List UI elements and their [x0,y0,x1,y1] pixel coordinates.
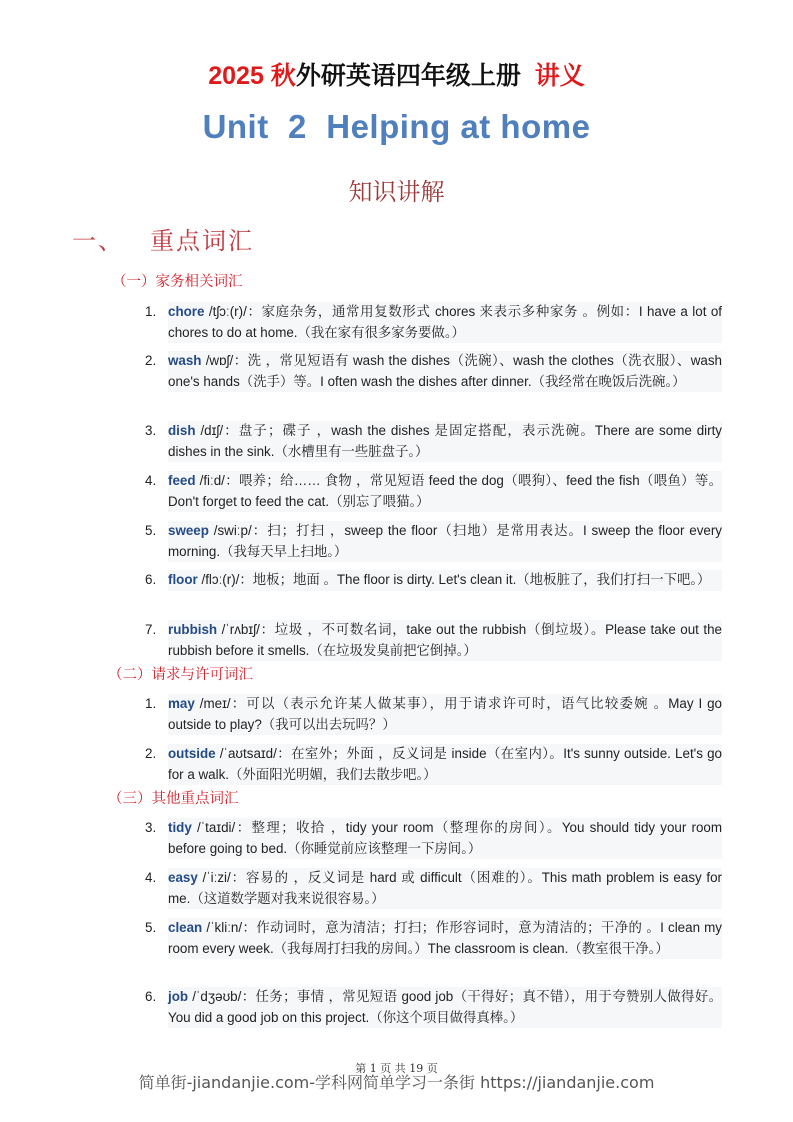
item-number: 6. [145,989,157,1004]
vocab-word: easy [168,870,198,885]
vocab-word: may [168,696,195,711]
vocab-text: 整理；收拾 ，tidy your room（整理你的房间）。You should tidy your room before going to bed.（你睡觉前应该整理一下房间。） [168,820,723,856]
item-number: 6. [145,572,157,587]
vocab-text: 可以（表示允许某人做某事），用于请求许可时，语气比较委婉 。May I go outside to play?（我可以出去玩吗？） [168,696,723,732]
vocab-text: 洗 ，常见短语有 wash the dishes（洗碗）、wash the clothes（洗衣服）、wash one's hands（洗手）等。I often wash the dishes after dinner.（我经常在晚饭后洗碗。） [168,353,722,389]
vocab-text: 盘子；碟子 ，wash the dishes 是固定搭配，表示洗碗。There are some dirty dishes in the sink.（水槽里有一些脏盘子。） [168,423,722,459]
item-number: 2. [145,746,157,761]
vocab-item [145,471,722,512]
vocab-ipa: /fiːd/： [195,473,239,488]
vocab-item [145,918,722,959]
group-heading-requests: （二）请求与许可词汇 [108,667,253,683]
vocab-item [145,868,722,909]
item-number: 4. [145,473,157,488]
vocab-item [145,570,722,591]
unit-title: Unit 2 Helping at home [202,108,591,145]
item-number: 1. [145,304,157,319]
vocab-word: job [168,989,189,1004]
vocab-ipa: /ˈkliːn/： [202,920,257,935]
vocab-text: 容易的 ，反义词是 hard 或 difficult（困难的）。This math problem is easy for me.（这道数学题对我来说很容易。） [168,870,722,906]
item-number: 5. [145,920,157,935]
vocab-word: dish [168,423,196,438]
vocab-ipa: /ˈiːzi/： [197,870,246,885]
vocab-word: rubbish [168,622,218,637]
vocab-word: tidy [168,820,192,835]
vocab-item [145,351,722,392]
section-number: 一、 [72,227,124,255]
footer-watermark: 简单街-jiandanjie.com-学科网简单学习一条街 https://jiandanjie.com [138,1073,655,1092]
item-number: 1. [145,696,157,711]
vocab-word: sweep [168,523,209,538]
vocab-ipa: /wɒʃ/： [201,353,248,368]
vocab-text: 在室外；外面 ，反义词是 inside（在室内）。It's sunny outside. Let's go for a walk.（外面阳光明媚，我们去散步吧。） [168,746,722,782]
vocab-item [145,744,722,785]
vocab-ipa: /ˈaʊtsaɪd/： [215,746,292,761]
section-label: 重点词汇 [150,227,254,255]
vocab-word: floor [168,572,198,587]
item-number: 4. [145,870,157,885]
vocab-text: 喂养；给…… 食物 ，常见短语 feed the dog（喂狗）、feed the fish（喂鱼）等。Don't forget to feed the cat.（别忘了喂猫。） [168,473,723,509]
section-kicker: 知识讲解 [348,178,445,206]
vocab-ipa: /dɪʃ/： [195,423,239,438]
vocab-ipa: /swiːp/： [208,523,268,538]
vocab-text: 任务；事情 ，常见短语 good job（干得好；真不错），用于夸赞别人做得好。You did a good job on this project.（你这个项目做得真棒。） [168,989,722,1025]
title-main: 外研英语四年级上册 [295,62,521,90]
item-number: 7. [145,622,157,637]
vocab-ipa: /meɪ/： [194,696,247,711]
item-number: 2. [145,353,157,368]
item-number: 3. [145,423,157,438]
vocab-word: clean [168,920,203,935]
vocab-ipa: /flɔː(r)/： [197,572,253,587]
vocab-text: 作动词时，意为清洁；打扫；作形容词时，意为清洁的；干净的 。I clean my room every week.（我每周打扫我的房间。）The classroom is clean.（教室很干净。） [168,920,722,956]
vocab-ipa: /ˈtaɪdi/： [191,820,252,835]
vocab-word: feed [168,473,196,488]
page-indicator: 第 1 页 共 19 页 [355,1062,438,1075]
vocab-word: wash [168,353,202,368]
group-heading-other: （三）其他重点词汇 [108,791,239,807]
item-number: 3. [145,820,157,835]
vocab-word: outside [168,746,216,761]
vocab-text: 地板；地面 。The floor is dirty. Let's clean it.（地板脏了，我们打扫一下吧。） [252,572,711,587]
vocab-item [145,987,722,1028]
vocab-text: 扫；打扫 ，sweep the floor（扫地）是常用表达。I sweep the floor every morning.（我每天早上扫地。） [168,523,722,559]
item-number: 5. [145,523,157,538]
vocab-ipa: /ˈrʌbɪʃ/： [217,622,275,637]
vocab-item [145,521,722,562]
vocab-item [145,694,722,735]
vocab-item [145,302,722,343]
vocab-item [145,421,722,462]
vocab-word: chore [168,304,205,319]
group-heading-chores: （一）家务相关词汇 [112,274,243,290]
title-suffix: 讲义 [534,62,585,90]
vocab-text: 垃圾 ，不可数名词，take out the rubbish（倒垃圾）。Please take out the rubbish before it smells.（在垃圾发臭前把它倒掉。） [168,622,722,658]
vocab-item [145,818,722,859]
section-heading [72,221,254,256]
vocab-ipa: /tʃɔː(r)/： [204,304,262,319]
title-prefix: 2025 秋 [208,62,296,90]
vocab-item [145,620,722,661]
document-title [0,56,793,92]
vocab-ipa: /ˈdʒəʊb/： [188,989,256,1004]
vocab-text: 家庭杂务，通常用复数形式 chores 来表示多种家务 。例如：I have a lot of chores to do at home.（我在家有很多家务要做。） [168,304,722,340]
